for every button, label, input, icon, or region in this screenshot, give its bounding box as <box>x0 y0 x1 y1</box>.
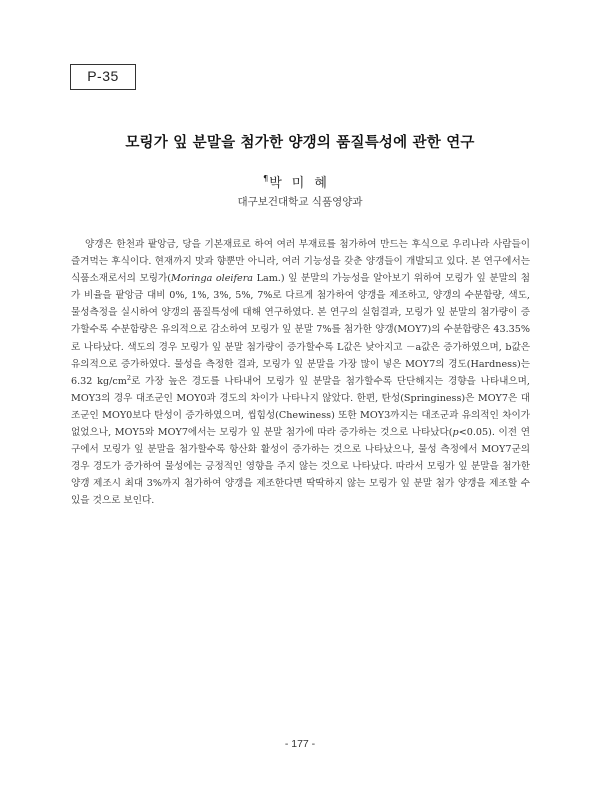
paper-title: 모링가 잎 분말을 첨가한 양갱의 품질특성에 관한 연구 <box>125 135 475 151</box>
abstract-body <box>71 236 530 510</box>
page-number: - 177 - <box>284 738 316 750</box>
author-line <box>0 172 600 191</box>
presentation-code: P-35 <box>70 64 136 90</box>
abstract-paragraph: 양갱은 한천과 팥앙금, 당을 기본재료로 하여 여러 부재료를 첨가하여 만드는 후식으로 우리나라 사람들이 즐겨먹는 후식이다. 현재까지 맛과 향뿐만 아니라, 여러 기능성을 갖춘 양갱들이 개발되고 있다. 본 연구에서는 식품소재로서의 모링가(Moringa oleifera Lam.) 잎 분말의 가능성을 알아보기 위하여 모링가 잎 분말의 첨가 비율을 팥앙금 대비 0%, 1%, 3%, 5%, 7%로 다르게 첨가하여 양갱을 제조하고, 양갱의 수분함량, 색도, 물성측정을 실시하여 양갱의 품질특성에 대해 연구하였다. 본 연구의 실험결과, 모링가 잎 분말의 첨가량이 증가할수록 수분함량은 유의적으로 감소하여 모링가 잎 분말 7%를 첨가한 양갱(MOY7)의 수분함량은 43.35%로 나타났다. 색도의 경우 모링가 잎 분말 첨가량이 증가할수록 L값은 낮아지고 －a값은 증가하였으며, b값은 유의적으로 증가하였다. 물성을 측정한 결과, 모링가 잎 분말을 가장 많이 넣은 MOY7의 경도(Hardness)는 6.32 $kg/cm^2$로 가장 높은 경도를 나타내어 모링가 잎 분말을 첨가할수록 단단해지는 경향을 나타내으며, MOY3의 경우 대조군인 MOY0과 경도의 차이가 나타나지 않았다. 한편, 탄성(Springiness)은 MOY7은 대조군인 MOY0보다 탄성이 증가하였으며, 씹힘성(Chewiness) 또한 MOY3까지는 대조군과 유의적인 차이가 없었으나, MOY5와 MOY7에서는 모링가 잎 분말 첨가에 따라 증가하는 것으로 나타났다(p<0.05). 이전 연구에서 모링가 잎 분말을 첨가할수록 항산화 활성이 증가하는 것으로 나타났으나, 물성 측정에서 MOY7군의 경우 경도가 증가하여 물성에는 긍정적인 영향을 주지 않는 것으로 나타났다. 따라서 모링가 잎 분말을 첨가한 양갱 제조시 최대 3%까지 첨가하여 양갱을 제조한다면 딱딱하지 않는 모링가 잎 분말 첨가 양갱을 제조할 수 있을 것으로 보인다. <box>71 239 531 507</box>
p-value-symbol: p <box>452 427 459 439</box>
unit-superscript: 2 <box>126 373 131 382</box>
species-name: Moringa oleifera <box>171 273 254 285</box>
corresponding-author-marker: ¶ <box>263 174 269 183</box>
author-name: 박미혜 <box>269 176 337 191</box>
author-affiliation: 대구보건대학교 식품영양과 <box>237 196 363 208</box>
